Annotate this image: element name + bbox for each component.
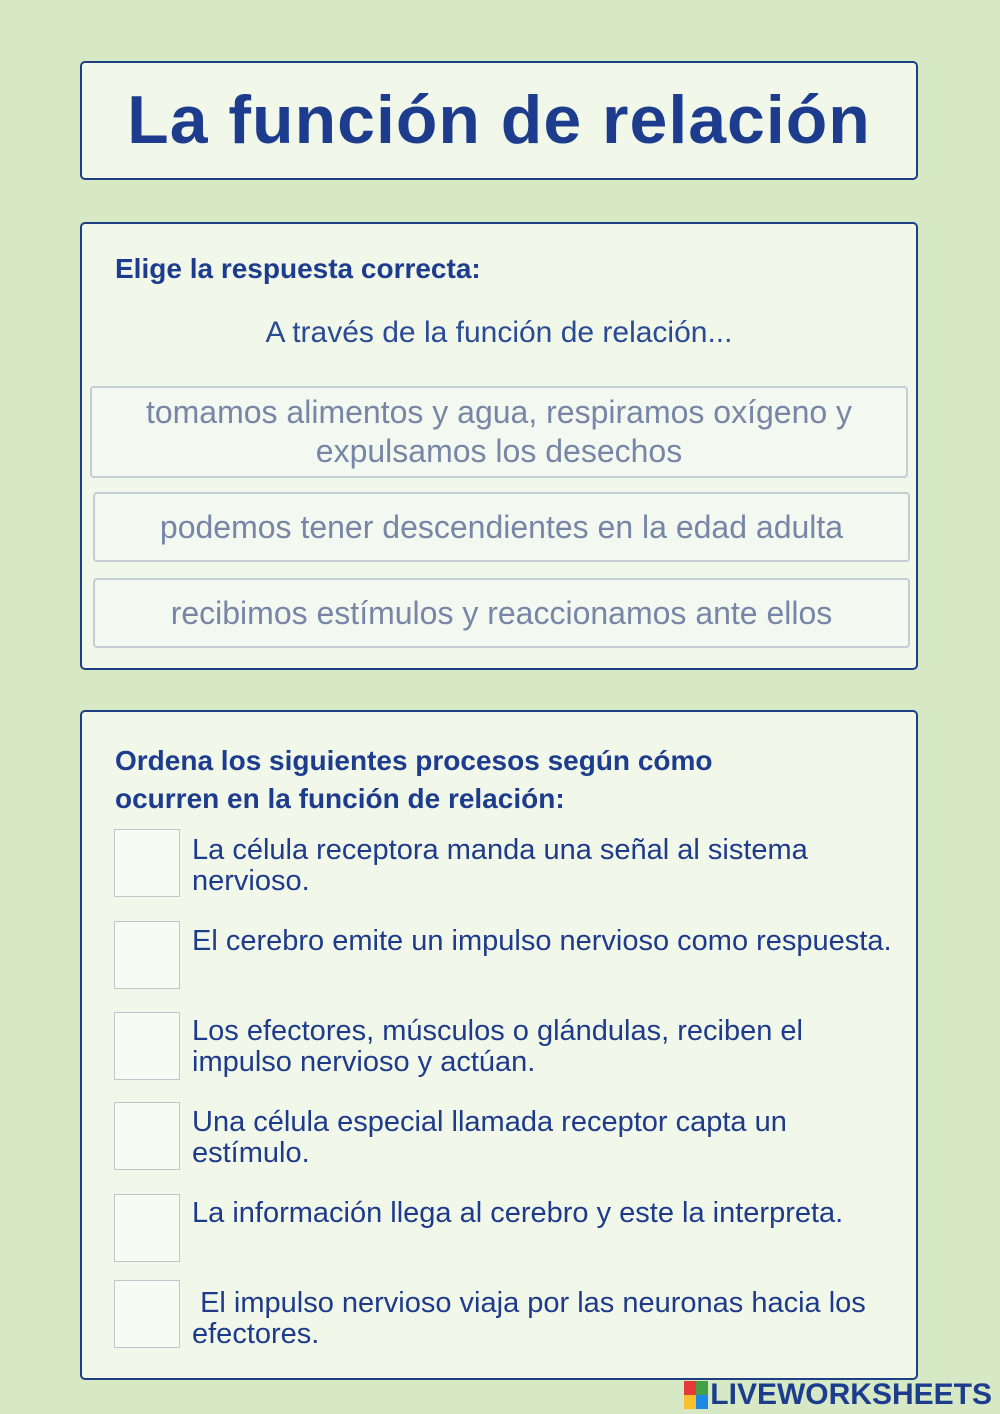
order-number-input[interactable] [114, 921, 180, 989]
order-number-input[interactable] [114, 829, 180, 897]
answer-option[interactable]: recibimos estímulos y reaccionamos ante ellos [93, 578, 910, 648]
logo-text: LIVEWORKSHEETS [710, 1378, 992, 1411]
order-number-input[interactable] [114, 1194, 180, 1262]
liveworksheets-logo-icon [684, 1381, 708, 1409]
process-step-text: Una célula especial llamada receptor capta un estímulo. [192, 1106, 787, 1169]
order-number-input[interactable] [114, 1280, 180, 1348]
liveworksheets-logo[interactable] [684, 1378, 992, 1412]
order-number-input[interactable] [114, 1102, 180, 1170]
process-step-text: El cerebro emite un impulso nervioso como respuesta. [192, 925, 892, 957]
question-stem: A través de la función de relación... [265, 316, 733, 349]
process-step-text: La información llega al cerebro y este la interpreta. [192, 1197, 844, 1229]
process-step-text: El impulso nervioso viaja por las neuronas hacia los efectores. [192, 1287, 874, 1350]
ordering-instruction: Ordena los siguientes procesos según cómo ocurren en la función de relación: [115, 745, 713, 814]
ordering-section [80, 710, 918, 1380]
multiple-choice-instruction: Elige la respuesta correcta: [115, 253, 481, 284]
process-step-text: La célula receptora manda una señal al sistema nervioso. [192, 834, 808, 897]
process-step-text: Los efectores, músculos o glándulas, reciben el impulso nervioso y actúan. [192, 1015, 803, 1078]
answer-option[interactable]: podemos tener descendientes en la edad adulta [93, 492, 910, 562]
order-number-input[interactable] [114, 1012, 180, 1080]
page-title: La función de relación [127, 82, 871, 158]
answer-option[interactable]: tomamos alimentos y agua, respiramos oxígeno y expulsamos los desechos [90, 386, 908, 478]
title-panel [80, 61, 918, 180]
multiple-choice-section [80, 222, 918, 670]
